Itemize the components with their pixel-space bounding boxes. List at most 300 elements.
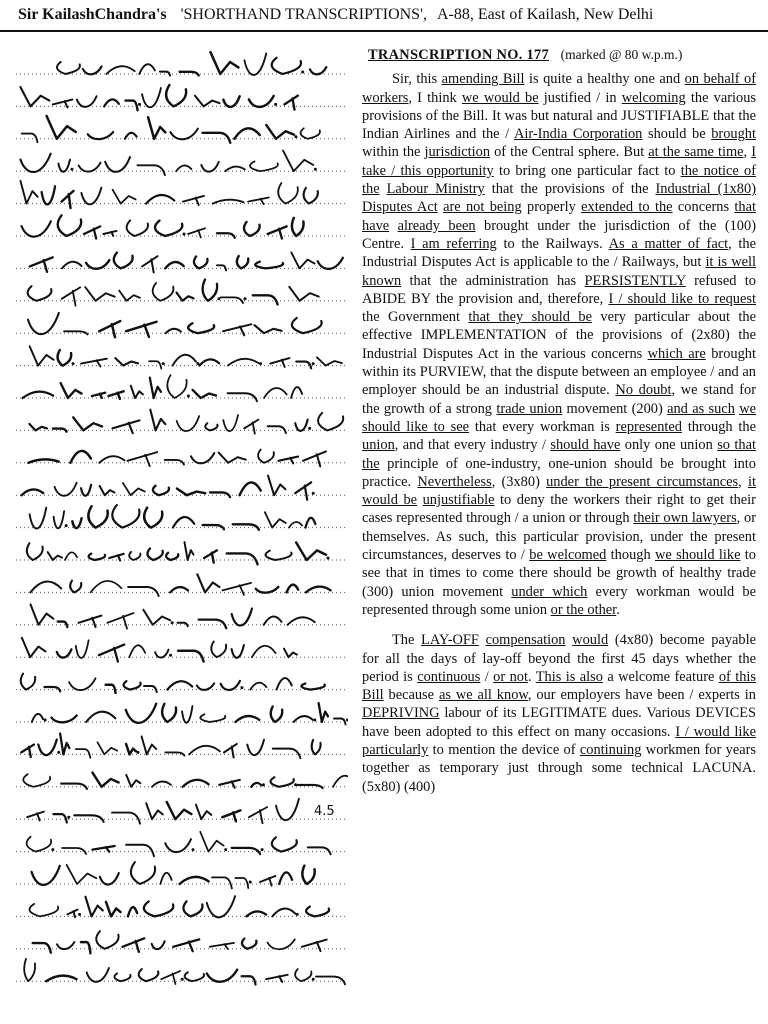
underlined-phrase: it would be [362, 473, 756, 509]
shorthand-stroke [128, 587, 159, 596]
shorthand-stroke [126, 704, 156, 723]
shorthand-stroke [222, 810, 240, 821]
shorthand-stroke [217, 265, 226, 270]
shorthand-stroke [22, 134, 38, 143]
shorthand-stroke [189, 746, 220, 755]
shorthand-stroke [197, 574, 219, 592]
text-run: , or themselves. As such, this particular provision, under the present circumstances, deserves to / [362, 510, 756, 564]
underlined-phrase: brought [711, 126, 756, 143]
shorthand-stroke [227, 553, 258, 564]
underlined-phrase: that have [362, 199, 756, 234]
underlined-phrase: union [362, 437, 395, 454]
underlined-phrase: already been [397, 217, 476, 234]
shorthand-stroke [268, 476, 286, 496]
text-run: , [738, 473, 748, 490]
shorthand-stroke [203, 525, 224, 529]
shorthand-stroke [260, 876, 275, 886]
text-run: Sir, this [392, 71, 442, 88]
shorthand-stroke [152, 941, 165, 949]
shorthand-stroke [144, 686, 157, 692]
text-run: concerns [672, 199, 735, 216]
shorthand-stroke [30, 604, 53, 624]
shorthand-stroke [62, 848, 86, 854]
shorthand-dot [296, 913, 299, 916]
underlined-phrase: jurisdiction [424, 144, 491, 161]
shorthand-stroke [223, 415, 238, 431]
shorthand-stroke [149, 361, 161, 368]
shorthand-stroke [196, 805, 211, 820]
shorthand-stroke [291, 252, 314, 268]
underlined-phrase: it is well known [362, 254, 756, 289]
shorthand-stroke [147, 548, 162, 560]
shorthand-stroke [270, 358, 289, 367]
shorthand-stroke [167, 375, 186, 398]
underlined-phrase: Air-India Corporation [513, 126, 643, 143]
underlined-phrase: DEPRIVING [362, 705, 440, 722]
shorthand-stroke [266, 125, 294, 139]
text-run: to see that in times to come there should be growth of healthy trade (300) union movement [362, 547, 756, 600]
shorthand-stroke [165, 262, 183, 268]
underlined-phrase: represented [615, 418, 682, 435]
underlined-phrase: I / would like particularly [362, 723, 757, 758]
shorthand-stroke [22, 489, 44, 495]
shorthand-stroke [126, 744, 136, 754]
underlined-phrase: of this Bill [362, 668, 756, 704]
shorthand-stroke [252, 646, 276, 657]
shorthand-stroke [302, 866, 314, 884]
text-run: is quite a healthy one and [524, 71, 685, 88]
shorthand-stroke [139, 969, 159, 981]
shorthand-stroke [308, 847, 331, 854]
underlined-phrase: welcoming [621, 89, 686, 106]
shorthand-stroke [221, 297, 243, 303]
shorthand-stroke [61, 383, 82, 398]
header-address: A-88, East of Kailash, New Delhi [436, 6, 654, 23]
shorthand-stroke [55, 483, 77, 496]
shorthand-stroke [200, 832, 224, 852]
shorthand-stroke [234, 128, 259, 138]
underlined-phrase: on behalf of workers [362, 71, 756, 106]
shorthand-stroke [251, 783, 261, 787]
text-run: , we stand for the growth of a strong [362, 382, 757, 417]
shorthand-stroke [217, 233, 235, 238]
shorthand-stroke [96, 931, 118, 949]
shorthand-stroke [103, 231, 116, 236]
shorthand-dot [57, 751, 60, 754]
shorthand-stroke [106, 66, 134, 74]
shorthand-dot [171, 621, 174, 624]
text-run: the Government [362, 309, 469, 326]
shorthand-stroke [76, 640, 89, 658]
text-run: brought under the jurisdiction of the (100) Centre. [362, 217, 756, 252]
underlined-phrase: This is also [535, 668, 603, 685]
shorthand-stroke [304, 188, 318, 204]
underlined-phrase: be welcomed [529, 547, 607, 564]
shorthand-stroke [184, 542, 193, 560]
underlined-phrase: No doubt [615, 382, 672, 399]
shorthand-stroke [276, 799, 299, 820]
shorthand-stroke [296, 542, 326, 560]
text-run: , I think [408, 89, 462, 106]
shorthand-stroke [318, 413, 343, 431]
shorthand-stroke [144, 901, 174, 916]
shorthand-stroke [283, 151, 313, 172]
shorthand-stroke [92, 773, 118, 787]
text-run: that the provisions of the [484, 181, 656, 198]
underlined-phrase: continuing [579, 741, 642, 758]
underlined-phrase: so that the [362, 437, 756, 472]
shorthand-stroke [57, 942, 75, 949]
shorthand-stroke [165, 460, 184, 465]
shorthand-dot [181, 978, 184, 981]
shorthand-dot [240, 686, 243, 689]
shorthand-stroke [109, 554, 123, 561]
shorthand-stroke [161, 971, 180, 984]
transcription-panel [362, 46, 756, 1014]
shorthand-dot [346, 719, 348, 722]
shorthand-dot [244, 297, 247, 300]
shorthand-stroke [76, 749, 91, 758]
shorthand-stroke [244, 53, 266, 75]
underlined-phrase: Industrial (1x80) Disputes Act [362, 181, 756, 216]
shorthand-stroke [73, 417, 102, 430]
shorthand-stroke [126, 775, 140, 787]
shorthand-stroke [53, 814, 66, 822]
shorthand-stroke [266, 551, 292, 560]
underlined-phrase: Nevertheless [417, 473, 492, 490]
underlined-phrase: we should like [655, 547, 741, 564]
shorthand-stroke [302, 940, 327, 952]
shorthand-stroke [131, 862, 155, 884]
shorthand-dot [162, 362, 165, 365]
shorthand-dot [187, 395, 190, 398]
shorthand-stroke [167, 802, 192, 819]
underlined-phrase: amending Bill [441, 71, 525, 88]
shorthand-stroke [30, 508, 47, 529]
shorthand-stroke [249, 807, 267, 823]
shorthand-stroke [272, 58, 301, 74]
shorthand-stroke [173, 939, 199, 951]
shorthand-stroke [27, 837, 52, 852]
shorthand-stroke [176, 293, 193, 301]
text-run: workmen for years together as temporary just through some technical LACUNA. (5x80) (400) [362, 741, 756, 795]
shorthand-stroke [222, 583, 251, 595]
shorthand-dot [301, 71, 304, 74]
shorthand-stroke [58, 215, 82, 236]
shorthand-stroke [84, 226, 100, 238]
shorthand-stroke [295, 482, 311, 499]
shorthand-stroke [100, 873, 119, 884]
shorthand-dot [70, 168, 73, 171]
text-run: that the administration has [401, 272, 585, 289]
underlined-phrase: I take / this opportunity [362, 144, 756, 179]
shorthand-stroke [72, 518, 81, 528]
shorthand-stroke [67, 865, 97, 884]
underlined-phrase: extended to the [581, 199, 673, 216]
underlined-phrase: would [572, 632, 609, 649]
shorthand-stroke [152, 782, 171, 787]
shorthand-stroke [87, 968, 109, 982]
shorthand-stroke [180, 877, 209, 884]
shorthand-stroke [81, 188, 101, 205]
shorthand-dot [313, 719, 316, 722]
shorthand-stroke [81, 485, 91, 496]
shorthand-stroke [268, 939, 295, 949]
shorthand-stroke [242, 976, 256, 984]
shorthand-stroke [52, 715, 77, 722]
text-run: properly [521, 199, 582, 216]
shorthand-dot [274, 103, 277, 106]
shorthand-stroke [242, 939, 256, 949]
underlined-phrase: we would be [461, 89, 539, 106]
shorthand-stroke [33, 943, 51, 953]
shorthand-dot [262, 783, 265, 786]
text-run: movement (200) [562, 400, 668, 417]
shorthand-stroke [235, 716, 259, 722]
shorthand-stroke [58, 350, 72, 366]
shorthand-stroke [250, 683, 266, 690]
shorthand-dot [44, 719, 47, 722]
shorthand-stroke [271, 707, 283, 722]
shorthand-stroke [57, 649, 72, 657]
text-run: that every workman is [469, 418, 616, 435]
shorthand-stroke [197, 683, 214, 689]
shorthand-stroke [317, 357, 342, 365]
shorthand-stroke [292, 218, 304, 236]
shorthand-stroke [264, 388, 287, 398]
shorthand-stroke [86, 712, 115, 722]
shorthand-stroke [38, 740, 56, 756]
text-run: of the Central sphere. But [490, 144, 649, 161]
shorthand-stroke [178, 651, 203, 662]
shorthand-stroke [288, 617, 315, 625]
shorthand-stroke [112, 505, 139, 528]
shorthand-stroke [54, 511, 65, 528]
shorthand-stroke [183, 780, 209, 787]
shorthand-stroke [28, 286, 52, 301]
shorthand-stroke [62, 287, 81, 305]
shorthand-stroke [155, 221, 182, 236]
shorthand-stroke [201, 162, 218, 172]
shorthand-stroke [83, 66, 102, 74]
shorthand-stroke [180, 72, 199, 76]
text-run: (4x80) become payable for all the days of lay-off beyond the first 45 days whether the period is [362, 632, 756, 685]
shorthand-stroke [223, 96, 239, 107]
shorthand-stroke [223, 324, 251, 335]
shorthand-stroke [30, 257, 53, 272]
underlined-phrase: their own lawyers [633, 510, 737, 527]
shorthand-stroke [255, 325, 282, 333]
shorthand-stroke [128, 907, 137, 916]
shorthand-stroke [333, 776, 348, 787]
shorthand-stroke [58, 622, 68, 627]
shorthand-stroke [112, 420, 139, 433]
shorthand-stroke [203, 133, 231, 143]
shorthand-stroke [32, 714, 43, 722]
shorthand-stroke [244, 420, 258, 434]
shorthand-stroke [271, 777, 294, 787]
underlined-phrase: trade union [496, 400, 563, 417]
shorthand-stroke [92, 393, 105, 398]
shorthand-stroke [23, 392, 54, 398]
shorthand-stroke [126, 101, 138, 111]
shorthand-stroke [295, 420, 307, 431]
shorthand-dot [312, 978, 315, 981]
shorthand-stroke [53, 100, 73, 108]
underlined-phrase: under which [511, 583, 588, 600]
shorthand-stroke [22, 638, 46, 657]
shorthand-stroke [21, 674, 35, 690]
shorthand-stroke [297, 785, 322, 788]
shorthand-dot [308, 427, 311, 430]
shorthand-dot [314, 168, 317, 171]
shorthand-stroke [57, 62, 80, 74]
shorthand-stroke [272, 837, 297, 851]
text-run: only one union [620, 437, 718, 454]
text-run: . [616, 601, 620, 618]
shorthand-stroke [30, 581, 61, 592]
shorthand-dot [224, 848, 227, 851]
shorthand-margin-note: 4.5 [314, 804, 335, 820]
shorthand-stroke [146, 803, 163, 819]
shorthand-stroke [69, 678, 95, 690]
shorthand-stroke [114, 253, 133, 269]
shorthand-dot [294, 135, 297, 138]
shorthand-stroke [173, 517, 194, 528]
shorthand-stroke [306, 587, 331, 593]
shorthand-stroke [127, 452, 157, 466]
shorthand-stroke [193, 390, 216, 398]
shorthand-stroke [213, 200, 244, 204]
text-run: though [606, 547, 656, 564]
shorthand-stroke [210, 943, 234, 949]
shorthand-stroke [150, 410, 165, 431]
shorthand-stroke [20, 181, 37, 204]
shorthand-stroke [85, 287, 114, 301]
shorthand-stroke [53, 429, 67, 432]
shorthand-stroke [126, 845, 154, 856]
text-run: every workman would be represented through some union [362, 583, 756, 618]
shorthand-stroke [224, 744, 237, 758]
shorthand-stroke [142, 736, 157, 754]
text-run: , and that every industry / [394, 437, 551, 454]
shorthand-dot [183, 233, 186, 236]
shorthand-stroke [279, 872, 292, 884]
shorthand-stroke [277, 678, 292, 690]
shorthand-stroke [119, 291, 140, 301]
shorthand-stroke [105, 157, 130, 172]
shorthand-stroke [165, 839, 191, 852]
transcription-speed: (marked @ 80 w.p.m.) [560, 47, 683, 62]
shorthand-stroke [232, 609, 252, 626]
shorthand-dot [51, 848, 54, 851]
shorthand-dot [72, 362, 75, 365]
shorthand-stroke [292, 318, 322, 333]
shorthand-dot [312, 492, 315, 495]
shorthand-stroke [21, 745, 34, 758]
shorthand-stroke [139, 64, 155, 74]
shorthand-stroke [166, 329, 181, 333]
shorthand-stroke [24, 959, 35, 981]
text-run: the various provisions of the Bill. It was but natural and JUSTIFIABLE that the Indian Airlines and the / [362, 89, 757, 143]
shorthand-dot [138, 103, 141, 106]
shorthand-stroke [170, 587, 188, 592]
shorthand-stroke [312, 740, 321, 754]
text-run: labour of its LEGITIMATE dues. Various DEVICES have been adopted to this effect on many occasions. [362, 705, 756, 740]
shorthand-stroke [249, 96, 274, 107]
underlined-phrase: that they should be [468, 309, 592, 326]
shorthand-stroke [91, 581, 122, 592]
shorthand-stroke [155, 650, 168, 658]
underlined-phrase: I am referring [410, 235, 497, 252]
shorthand-stroke [127, 220, 148, 236]
shorthand-dot [137, 751, 140, 754]
shorthand-stroke [255, 262, 283, 269]
text-run [389, 218, 397, 234]
text-run: to the Railways. [496, 235, 609, 252]
text-run: justified / in [538, 89, 622, 106]
shorthand-stroke [112, 813, 140, 824]
shorthand-stroke [20, 154, 50, 172]
shorthand-stroke [188, 323, 214, 333]
shorthand-stroke [143, 610, 170, 625]
transcription-paragraph [362, 631, 756, 796]
shorthand-stroke [70, 451, 90, 463]
shorthand-stroke [30, 346, 54, 365]
shorthand-stroke [247, 740, 264, 755]
shorthand-stroke [70, 581, 81, 593]
shorthand-stroke [232, 848, 260, 854]
page-header [0, 0, 768, 32]
shorthand-stroke [79, 163, 101, 172]
underlined-phrase: or not [493, 668, 528, 685]
shorthand-stroke [122, 938, 144, 952]
underlined-phrase: continuous [417, 668, 481, 685]
header-title: 'SHORTHAND TRANSCRIPTIONS', [180, 6, 427, 23]
shorthand-stroke [99, 456, 124, 463]
shorthand-stroke [124, 681, 141, 689]
underlined-phrase: compensation [485, 632, 566, 649]
shorthand-stroke [129, 552, 140, 560]
shorthand-stroke [137, 165, 164, 175]
underlined-phrase: should have [550, 437, 621, 454]
shorthand-stroke [47, 116, 76, 139]
shorthand-stroke [114, 973, 130, 981]
transcription-paragraph [362, 70, 756, 619]
shorthand-stroke [272, 909, 295, 917]
shorthand-stroke [219, 453, 246, 463]
shorthand-stroke [32, 866, 60, 885]
shorthand-stroke [148, 117, 165, 139]
shorthand-stroke [319, 703, 328, 722]
shorthand-stroke [62, 191, 74, 208]
underlined-phrase: or the other [550, 601, 617, 618]
shorthand-stroke [28, 459, 58, 462]
shorthand-stroke [256, 587, 279, 593]
shorthand-dot [261, 848, 264, 851]
text-run: brought within its PURVIEW, that the dispute between an employee / and an employer should be an industrial dispute. [362, 345, 756, 399]
underlined-phrase: I / should like to request [608, 290, 756, 307]
text-run: principle of one-industry, one-union should be brought into practice. [362, 455, 756, 490]
shorthand-stroke [74, 815, 103, 821]
text-run [380, 181, 387, 197]
shorthand-stroke [20, 87, 49, 106]
shorthand-stroke [221, 681, 240, 690]
shorthand-stroke [191, 453, 214, 463]
shorthand-stroke [177, 489, 205, 496]
header-author: Sir KailashChandra's [18, 6, 167, 23]
underlined-phrase: as we all know [438, 687, 528, 704]
